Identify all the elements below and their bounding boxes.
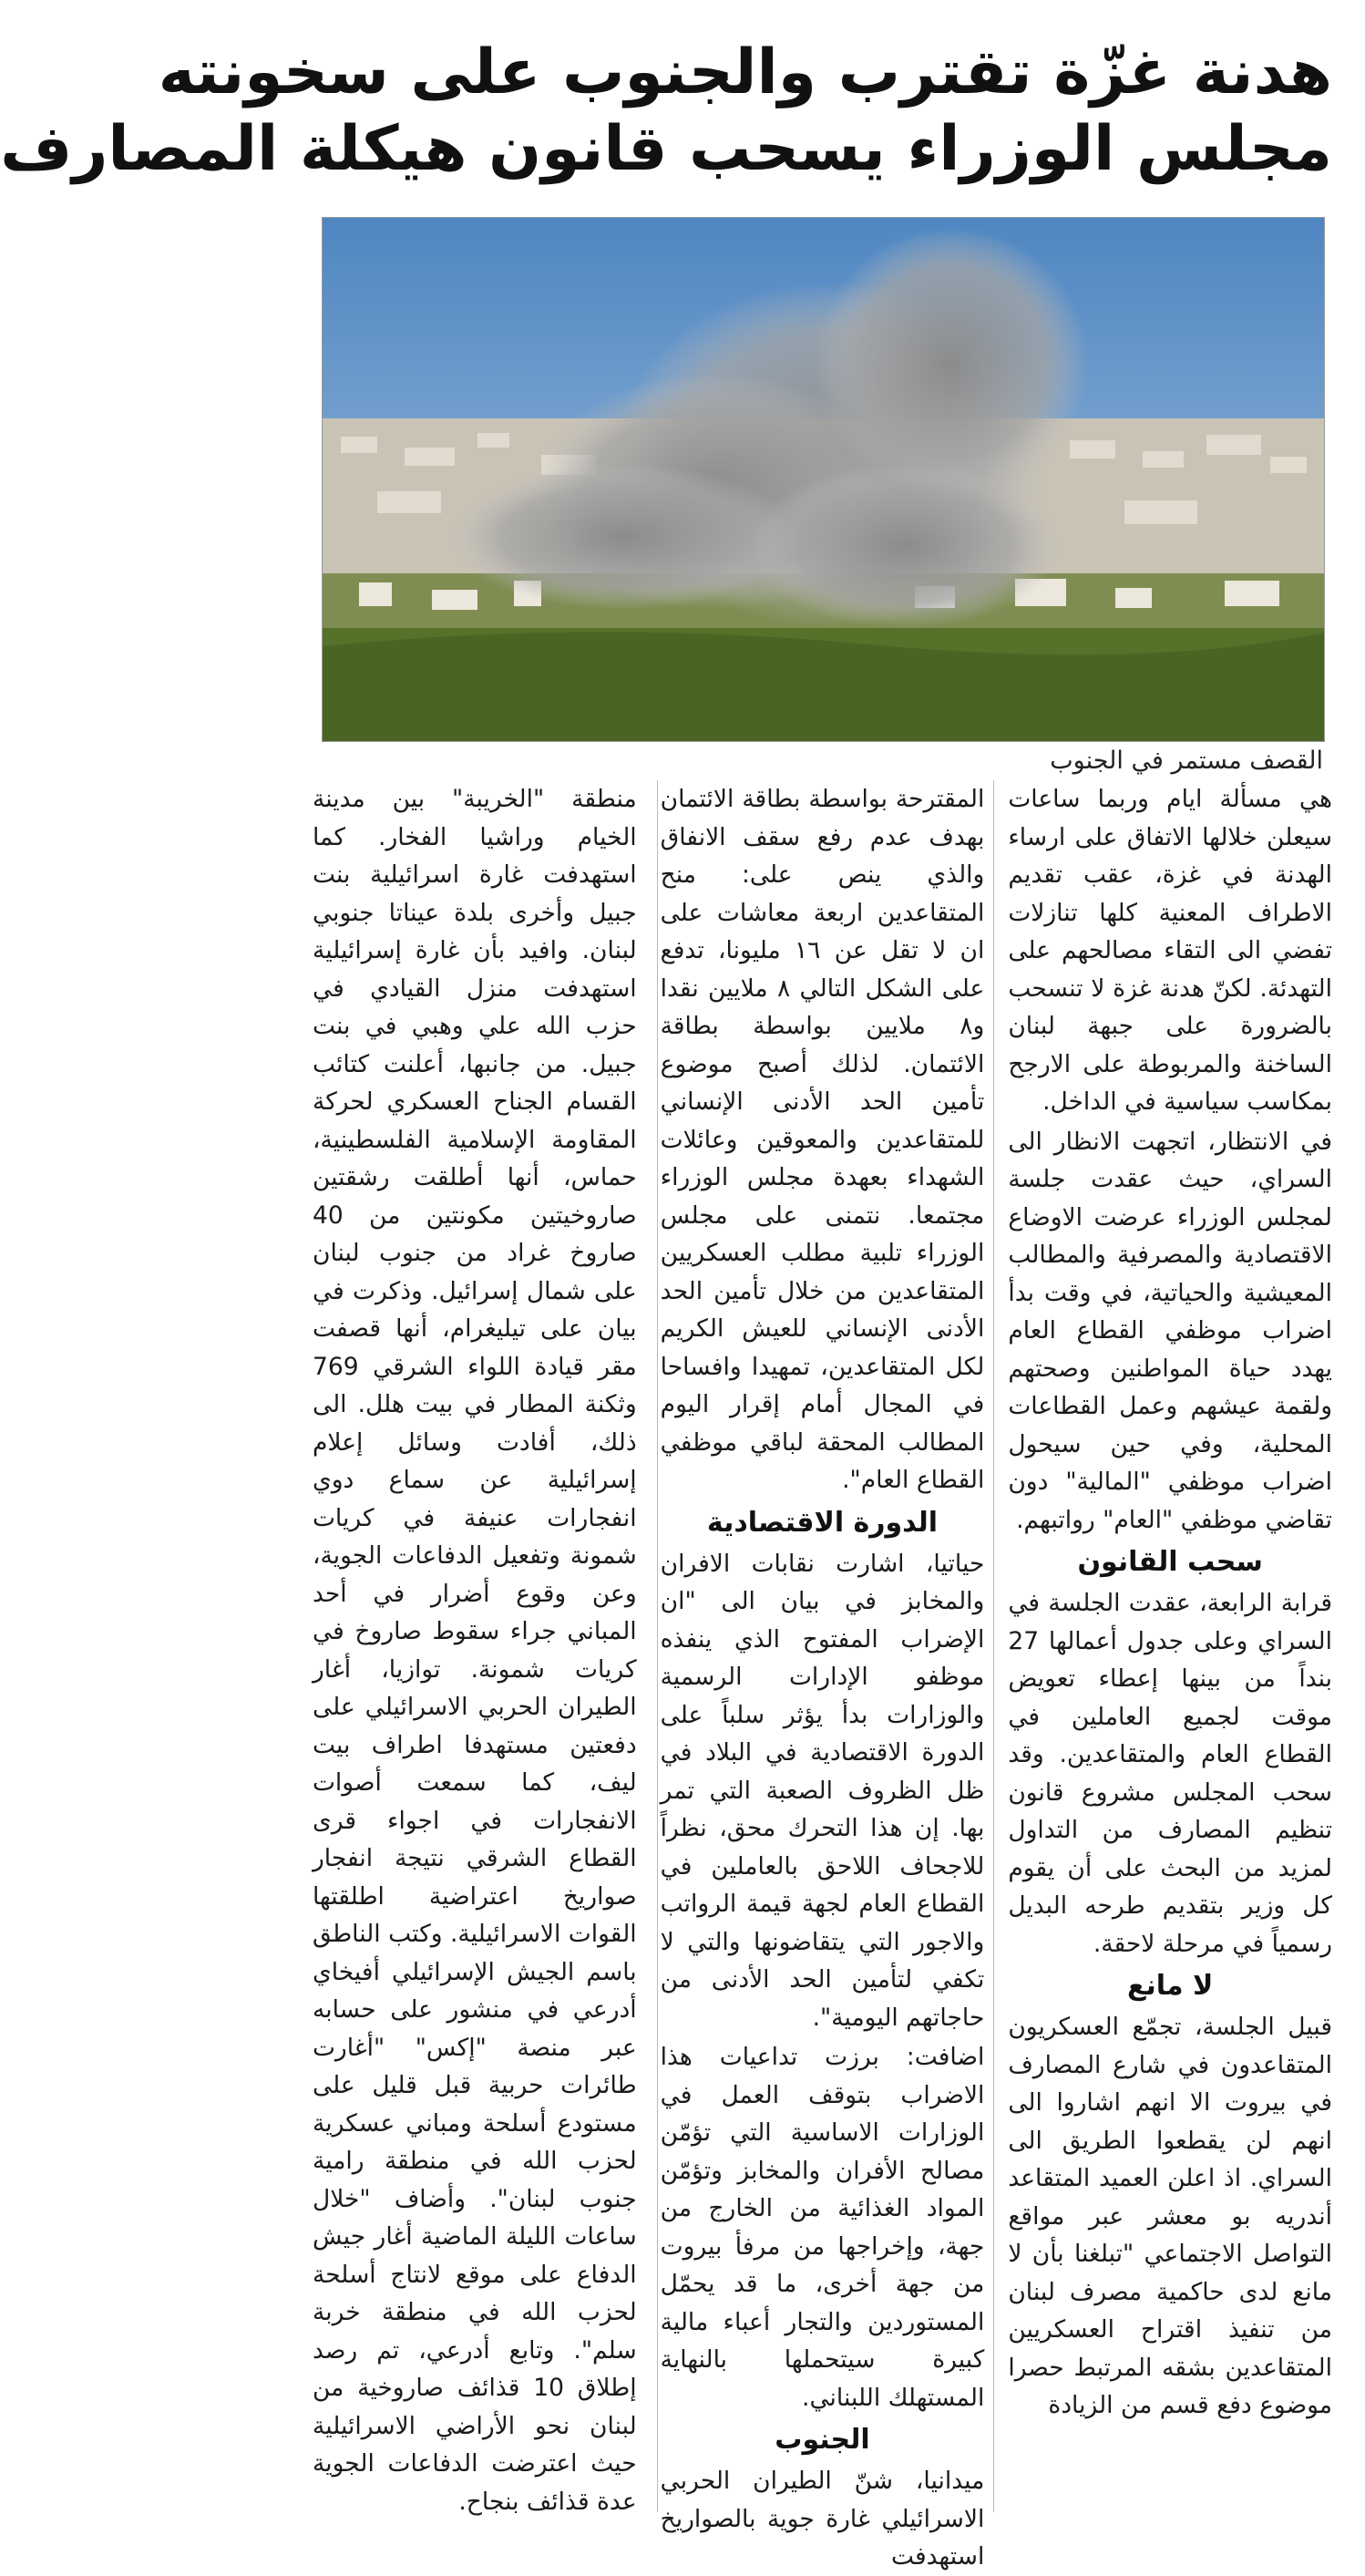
paragraph: قبيل الجلسة، تجمّع العسكريون المتقاعدون في شارع المصارف في بيروت الا انهم اشاروا الى انهم لن يقطعوا الطريق الى السراي. اذ اعلن العميد المتقاعد أندريه بو معشر عبر مواقع التواصل الاجتماعي "تبلغنا بأن لا مانع لدى حاكمية مصرف لبنان من تنفيذ اقتراح العسكريين المتقاعدين بشقه المرتبط حصرا موضوع دفع قسم من الزيادة bbox=[1008, 2013, 1332, 2419]
article-column-1 bbox=[1008, 780, 1332, 2512]
paragraph: هي مسألة ايام وربما ساعات سيعلن خلالها الاتفاق على ارساء الهدنة في غزة، عقب تقديم الاطراف المعنية كلها تنازلات تفضي الى التقاء مصالحهم على التهدئة. لكنّ هدنة غزة لا تنسحب بالضرورة على جبهة لبنان الساخنة والمربوطة على الارجح بمكاسب سياسية في الداخل. bbox=[1008, 785, 1332, 1116]
paragraph: المقترحة بواسطة بطاقة الائتمان بهدف عدم رفع سقف الانفاق والذي ينص على: منح المتقاعدين اربعة معاشات على ان لا تقل عن ١٦ مليونا، تدفع على الشكل التالي ٨ ملايين نقدا و٨ ملايين بواسطة بطاقة الائتمان. لذلك أصبح موضوع تأمين الحد الأدنى الإنساني للمتقاعدين والمعوقين وعائلات الشهداء بعهدة مجلس الوزراء مجتمعا. نتمنى على مجلس الوزراء تلبية مطلب العسكريين المتقاعدين من خلال تأمين الحد الأدنى الإنساني للعيش الكريم لكل المتقاعدين، تمهيدا وافساحا في المجال أمام إقرار اليوم المطالب المحقة لباقي موظفي القطاع العام". bbox=[660, 785, 985, 1494]
subheading: لا مانع bbox=[1126, 1970, 1214, 2002]
article-column-2 bbox=[660, 780, 985, 2571]
article-body bbox=[312, 780, 1332, 2571]
paragraph: حياتيا، اشارت نقابات الافران والمخابز في بيان الى "ان الإضراب المفتوح الذي ينفذه موظفو الإدارات الرسمية والوزارات بدأ يؤثر سلباً على الدورة الاقتصادية في البلاد في ظل الظروف الصعبة التي تمر بها. إن هذا التحرك محق، نظراً للاجحاف اللاحق بالعاملين في القطاع العام لجهة قيمة الرواتب والاجور التي يتقاضونها والتي لا تكفي لتأمين الحد الأدنى من حاجاتهم اليومية". bbox=[660, 1549, 985, 2032]
paragraph: قرابة الرابعة، عقدت الجلسة في السراي وعلى جدول أعمالها 27 بنداً من بينها إعطاء تعويض موقت لجميع العاملين في القطاع العام والمتقاعدين. وقد سحب المجلس مشروع قانون تنظيم المصارف من التداول لمزيد من البحث على أن يقوم كل وزير بتقديم طرحه البديل رسمياً في مرحلة لاحقة. bbox=[1008, 1589, 1332, 1958]
column-divider bbox=[993, 780, 994, 2512]
paragraph: ميدانيا، شنّ الطيران الحربي الاسرائيلي غارة جوية بالصواريخ استهدفت bbox=[660, 2467, 985, 2571]
paragraph: اضافت: برزت تداعيات هذا الاضراب بتوقف العمل في الوزارات الاساسية التي تؤمّن مصالح الأفران والمخابز وتؤمّن المواد الغذائية من الخارج من جهة، وإخراجها من مرفأ بيروت من جهة أخرى، ما قد يحمّل المستوردين والتجار أعباء مالية كبيرة سيتحملها بالنهاية المستهلك اللبناني. bbox=[660, 2043, 985, 2412]
photo-caption: القصف مستمر في الجنوب bbox=[1050, 747, 1323, 775]
paragraph: في الانتظار، اتجهت الانظار الى السراي، حيث عقدت جلسة لمجلس الوزراء عرضت الاوضاع الاقتصادية والمصرفية والمطالب المعيشية والحياتية، في وقت بدأ اضراب موظفي القطاع العام يهدد حياة المواطنين وصحتهم ولقمة عيشهم وعمل القطاعات المحلية، وفي حين سيحول اضراب موظفي "المالية" دون تقاضي موظفي "العام" رواتبهم. bbox=[1008, 1127, 1332, 1534]
subheading: سحب القانون bbox=[1077, 1546, 1263, 1578]
article-column-3 bbox=[312, 780, 637, 2516]
headline-line-1: هدنة غزّة تقترب والجنوب على سخونته bbox=[158, 36, 1332, 108]
smoke-over-town-image bbox=[323, 218, 1324, 741]
paragraph: منطقة "الخريبة" بين مدينة الخيام وراشيا الفخار. كما استهدفت غارة اسرائيلية بنت جبيل وأخرى بلدة عيناتا جنوبي لبنان. وافيد بأن غارة إسرائيلية استهدفت منزل القيادي في حزب الله علي وهبي في بنت جبيل. من جانبها، أعلنت كتائب القسام الجناح العسكري لحركة المقاومة الإسلامية الفلسطينية، حماس، أنها أطلقت رشقتين صاروخيتين مكونتين من 40 صاروخ غراد من جنوب لبنان على شمال إسرائيل. وذكرت في بيان على تيليغرام، أنها قصفت مقر قيادة اللواء الشرقي 769 وثكنة المطار في بيت هلل. الى ذلك، أفادت وسائل إعلام إسرائيلية عن سماع دوي انفجارات عنيفة في كريات شمونة وتفعيل الدفاعات الجوية، وعن وقوع أضرار في أحد المباني جراء سقوط صاروخ في كريات شمونة. توازيا، أغار الطيران الحربي الاسرائيلي على دفعتين مستهدفا اطراف بيت ليف، كما سمعت أصوات الانفجارات في اجواء قرى القطاع الشرقي نتيجة انفجار صواريخ اعتراضية اطلقتها القوات الاسرائيلية. وكتب الناطق باسم الجيش الإسرائيلي أفيخاي أدرعي في منشور على حسابه عبر منصة "إكس" "أغارت طائرات حربية قبل قليل على مستودع أسلحة ومباني عسكرية لحزب الله في منطقة رامية جنوب لبنان". وأضاف "خلال ساعات الليلة الماضية أغار جيش الدفاع على موقع لانتاج أسلحة لحزب الله في منطقة خربة سلم". وتابع أدرعي، تم رصد إطلاق 10 قذائف صاروخية من لبنان نحو الأراضي الاسرائيلية حيث اعترضت الدفاعات الجوية عدة قذائف بنجاح. bbox=[312, 785, 637, 2516]
column-divider bbox=[657, 780, 658, 2512]
subheading: الدورة الاقتصادية bbox=[706, 1506, 939, 1539]
news-photo bbox=[322, 217, 1325, 742]
subheading: الجنوب bbox=[775, 2424, 870, 2456]
headline-line-2: مجلس الوزراء يسحب قانون هيكلة المصارف bbox=[0, 113, 1332, 185]
